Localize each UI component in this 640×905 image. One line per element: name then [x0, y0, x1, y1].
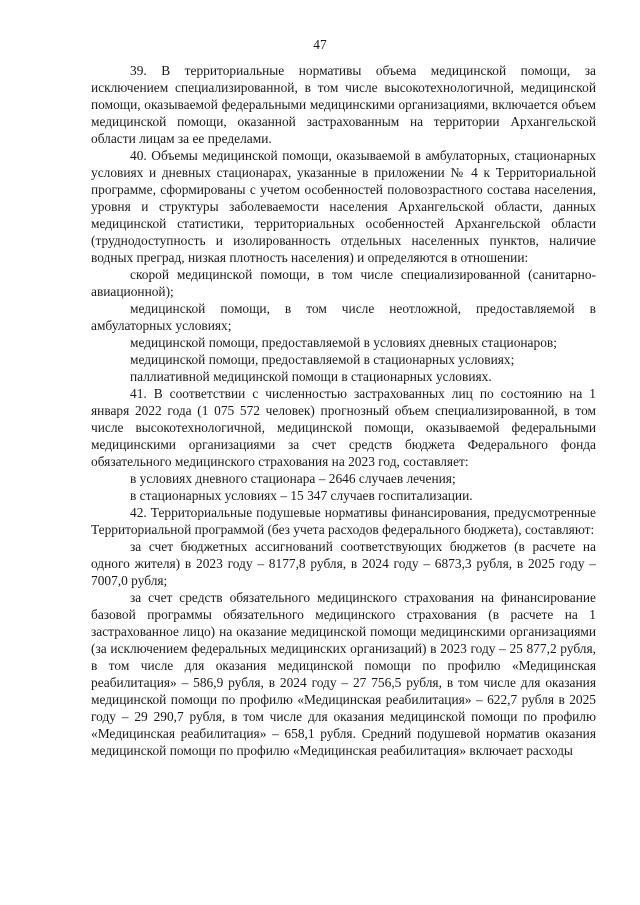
document-body	[91, 62, 596, 759]
list-item-emergency-care: скорой медицинской помощи, в том числе специализированной (санитарно-авиационной);	[91, 267, 596, 299]
list-item-day-hospital-care: медицинской помощи, предоставляемой в условиях дневных стационаров;	[130, 335, 557, 350]
list-item-palliative-care: паллиативной медицинской помощи в стационарных условиях.	[130, 369, 492, 384]
list-item-oms-financing: за счет средств обязательного медицинского страхования на финансирование базовой программы обязательного медицинского страхования (в расчете на 1 застрахованное лицо) на оказание медицинской помощи медицинскими организациями (за исключением федеральных медицинских организаций) в 2023 году – 25 877,2 рубля, в том числе для оказания медицинской помощи по профилю «Медицинская реабилитация» – 586,9 рубля, в 2024 году – 27 756,5 рубля, в том числе для оказания медицинской помощи по профилю «Медицинская реабилитация» – 622,7 рубля в 2025 году – 29 290,7 рубля, в том числе для оказания медицинской помощи по профилю «Медицинская реабилитация» – 658,1 рубля. Средний подушевой норматив оказания медицинской помощи по профилю «Медицинская реабилитация» включает расходы	[91, 590, 596, 758]
list-item-outpatient-care: медицинской помощи, в том числе неотложной, предоставляемой в амбулаторных условиях;	[91, 301, 596, 333]
page-number: 47	[313, 37, 327, 52]
list-item-hospitalization-cases: в стационарных условиях – 15 347 случаев госпитализации.	[130, 488, 473, 503]
list-item-inpatient-care: медицинской помощи, предоставляемой в стационарных условиях;	[130, 352, 515, 367]
paragraph-39: 39. В территориальные нормативы объема медицинской помощи, за исключением специализированной, в том числе высокотехнологичной, медицинской помощи, оказываемой федеральными медицинскими организациями, включается объем медицинской помощи, оказанной застрахованным на территории Архангельской области лицам за ее пределами.	[91, 63, 596, 146]
list-item-day-hospital-cases: в условиях дневного стационара – 2646 случаев лечения;	[130, 471, 456, 486]
paragraph-42: 42. Территориальные подушевые нормативы финансирования, предусмотренные Территориальной программой (без учета расходов федерального бюджета), составляют:	[91, 505, 596, 537]
list-item-budget-financing: за счет бюджетных ассигнований соответствующих бюджетов (в расчете на одного жителя) в 2023 году – 8177,8 рубля, в 2024 году – 6873,3 рубля, в 2025 году – 7007,0 рубля;	[91, 539, 596, 588]
paragraph-41: 41. В соответствии с численностью застрахованных лиц по состоянию на 1 января 2022 года (1 075 572 человек) прогнозный объем специализированной, в том числе высокотехнологичной, медицинской помощи, оказываемой федеральными медицинскими организациями за счет средств бюджета Федерального фонда обязательного медицинского страхования на 2023 год, составляет:	[91, 386, 596, 469]
paragraph-40: 40. Объемы медицинской помощи, оказываемой в амбулаторных, стационарных условиях и дневных стационарах, указанные в приложении № 4 к Территориальной программе, сформированы с учетом особенностей половозрастного состава населения, уровня и структуры заболеваемости населения Архангельской области, данных медицинской статистики, территориальных особенностей Архангельской области (труднодоступность и изолированность отдельных населенных пунктов, наличие водных преград, низкая плотность населения) и определяются в отношении:	[91, 148, 596, 265]
